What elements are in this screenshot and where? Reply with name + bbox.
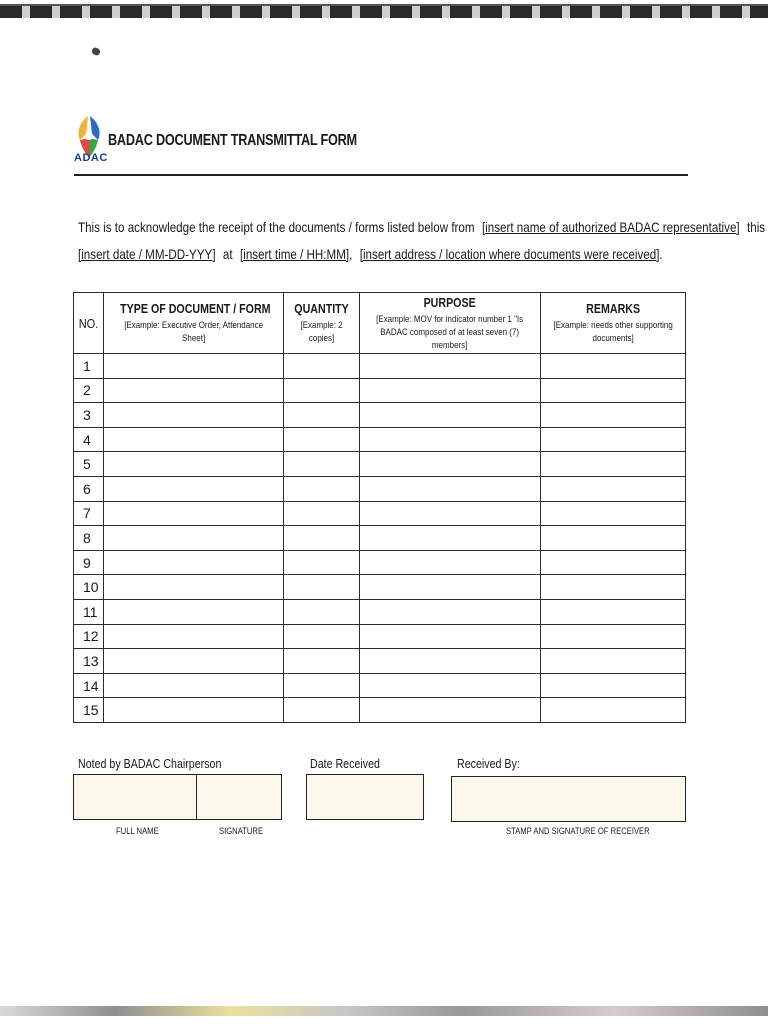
- full-name-cell[interactable]: [74, 775, 197, 819]
- remarks-cell[interactable]: [540, 550, 685, 575]
- row-number: 4: [74, 427, 104, 452]
- row-number: 12: [74, 624, 104, 649]
- header-type: [104, 293, 284, 354]
- remarks-cell[interactable]: [540, 526, 685, 551]
- type-cell[interactable]: [104, 378, 284, 403]
- header-remarks-example: [Example: needs other supporting documents]: [553, 320, 673, 344]
- table-row: [74, 624, 686, 649]
- remarks-cell[interactable]: [540, 575, 685, 600]
- remarks-cell[interactable]: [540, 649, 685, 674]
- type-cell[interactable]: [104, 649, 284, 674]
- ack-at-text: at: [222, 246, 233, 262]
- signature-cell[interactable]: [197, 775, 281, 819]
- type-cell[interactable]: [104, 526, 284, 551]
- purpose-cell[interactable]: [360, 698, 540, 723]
- header-remarks: [540, 293, 685, 354]
- quantity-cell[interactable]: [284, 501, 360, 526]
- table-row: [74, 476, 686, 501]
- ack-lead-text: This is to acknowledge the receipt of the documents / forms listed below from: [78, 219, 475, 235]
- purpose-cell[interactable]: [360, 476, 540, 501]
- purpose-cell[interactable]: [360, 452, 540, 477]
- purpose-cell[interactable]: [360, 624, 540, 649]
- table-row: [74, 452, 686, 477]
- signature-caption: SIGNATURE: [219, 826, 264, 836]
- header-divider: [74, 174, 688, 176]
- purpose-cell[interactable]: [360, 550, 540, 575]
- ack-this-text: this: [747, 219, 766, 235]
- quantity-cell[interactable]: [284, 649, 360, 674]
- purpose-cell[interactable]: [360, 575, 540, 600]
- remarks-cell[interactable]: [540, 403, 685, 428]
- table-row: [74, 501, 686, 526]
- type-cell[interactable]: [104, 575, 284, 600]
- table-row: [74, 354, 686, 379]
- purpose-cell[interactable]: [360, 649, 540, 674]
- purpose-cell[interactable]: [360, 427, 540, 452]
- purpose-cell[interactable]: [360, 403, 540, 428]
- table-row: [74, 698, 686, 723]
- header-no: [74, 293, 104, 354]
- table-row: [74, 403, 686, 428]
- remarks-cell[interactable]: [540, 599, 685, 624]
- row-number: 10: [74, 575, 104, 600]
- table-row: [74, 599, 686, 624]
- type-cell[interactable]: [104, 476, 284, 501]
- quantity-cell[interactable]: [284, 403, 360, 428]
- header-type-label: TYPE OF DOCUMENT / FORM: [120, 301, 271, 316]
- scan-speck: [91, 46, 101, 56]
- row-number: 14: [74, 673, 104, 698]
- table-row: [74, 550, 686, 575]
- remarks-cell[interactable]: [540, 378, 685, 403]
- header-purpose: [360, 293, 540, 354]
- spiral-binding-edge: [0, 4, 768, 18]
- full-name-caption: FULL NAME: [116, 826, 159, 836]
- received-by-label: Received By:: [457, 756, 520, 771]
- header-quantity-label: QUANTITY: [294, 301, 350, 316]
- quantity-cell[interactable]: [284, 575, 360, 600]
- header-remarks-label: REMARKS: [585, 301, 640, 316]
- quantity-cell[interactable]: [284, 427, 360, 452]
- remarks-cell[interactable]: [540, 427, 685, 452]
- type-cell[interactable]: [104, 550, 284, 575]
- time-field[interactable]: [ insert time / HH:MM ]: [240, 246, 349, 262]
- remarks-cell[interactable]: [540, 624, 685, 649]
- purpose-cell[interactable]: [360, 378, 540, 403]
- header-purpose-label: PURPOSE: [424, 294, 477, 310]
- type-cell[interactable]: [104, 698, 284, 723]
- row-number: 8: [74, 526, 104, 551]
- type-cell[interactable]: [104, 403, 284, 428]
- remarks-cell[interactable]: [540, 501, 685, 526]
- ack-comma-text: ,: [349, 246, 353, 262]
- row-number: 9: [74, 550, 104, 575]
- quantity-cell[interactable]: [284, 673, 360, 698]
- header-purpose-example: [Example: MOV for indicator number 1 "Is BADAC composed of at least seven (7) members]: [376, 313, 524, 351]
- form-title: BADAC DOCUMENT TRANSMITTAL FORM: [108, 132, 357, 149]
- purpose-cell[interactable]: [360, 599, 540, 624]
- quantity-cell[interactable]: [284, 526, 360, 551]
- row-number: 7: [74, 501, 104, 526]
- documents-table: [73, 292, 686, 723]
- row-number: 1: [74, 354, 104, 379]
- header-no-label: NO.: [78, 315, 99, 331]
- table-row: [74, 378, 686, 403]
- date-field[interactable]: [ insert date / MM-DD-YYY ]: [78, 246, 216, 262]
- purpose-cell[interactable]: [360, 501, 540, 526]
- row-number: 6: [74, 476, 104, 501]
- header-quantity-example: [Example: 2 copies]: [300, 320, 343, 344]
- ack-period-text: .: [659, 246, 663, 262]
- quantity-cell[interactable]: [284, 550, 360, 575]
- table-row: [74, 526, 686, 551]
- type-cell[interactable]: [104, 452, 284, 477]
- table-row: [74, 673, 686, 698]
- acknowledgement-paragraph: [78, 214, 766, 268]
- table-header-row: [74, 293, 686, 354]
- noted-by-label: Noted by BADAC Chairperson: [78, 756, 222, 771]
- quantity-cell[interactable]: [284, 354, 360, 379]
- scan-bottom-edge: [0, 1006, 768, 1016]
- remarks-cell[interactable]: [540, 354, 685, 379]
- remarks-cell[interactable]: [540, 476, 685, 501]
- type-cell[interactable]: [104, 501, 284, 526]
- remarks-cell[interactable]: [540, 698, 685, 723]
- receiver-stamp-box[interactable]: [451, 776, 686, 822]
- quantity-cell[interactable]: [284, 476, 360, 501]
- remarks-cell[interactable]: [540, 673, 685, 698]
- row-number: 5: [74, 452, 104, 477]
- type-cell[interactable]: [104, 427, 284, 452]
- logo-text: ADAC: [74, 152, 108, 164]
- type-cell[interactable]: [104, 673, 284, 698]
- purpose-cell[interactable]: [360, 673, 540, 698]
- quantity-cell[interactable]: [284, 624, 360, 649]
- type-cell[interactable]: [104, 624, 284, 649]
- address-field[interactable]: [ insert address / location where documents were received ]: [360, 246, 660, 262]
- table-row: [74, 575, 686, 600]
- representative-field[interactable]: [ insert name of authorized BADAC representative ]: [482, 219, 740, 235]
- header-type-example: [Example: Executive Order, Attendance Sheet]: [124, 320, 264, 344]
- table-row: [74, 649, 686, 674]
- table-row: [74, 427, 686, 452]
- quantity-cell[interactable]: [284, 378, 360, 403]
- remarks-cell[interactable]: [540, 452, 685, 477]
- form-header: [74, 108, 686, 174]
- stamp-caption: STAMP AND SIGNATURE OF RECEIVER: [506, 826, 650, 836]
- quantity-cell[interactable]: [284, 698, 360, 723]
- quantity-cell[interactable]: [284, 599, 360, 624]
- row-number: 3: [74, 403, 104, 428]
- date-received-box[interactable]: [306, 774, 424, 820]
- row-number: 2: [74, 378, 104, 403]
- header-quantity: [284, 293, 360, 354]
- row-number: 13: [74, 649, 104, 674]
- type-cell[interactable]: [104, 599, 284, 624]
- row-number: 11: [74, 599, 104, 624]
- purpose-cell[interactable]: [360, 354, 540, 379]
- row-number: 15: [74, 698, 104, 723]
- type-cell[interactable]: [104, 354, 284, 379]
- chairperson-sign-box[interactable]: [73, 774, 282, 820]
- purpose-cell[interactable]: [360, 526, 540, 551]
- quantity-cell[interactable]: [284, 452, 360, 477]
- date-received-label: Date Received: [310, 756, 380, 771]
